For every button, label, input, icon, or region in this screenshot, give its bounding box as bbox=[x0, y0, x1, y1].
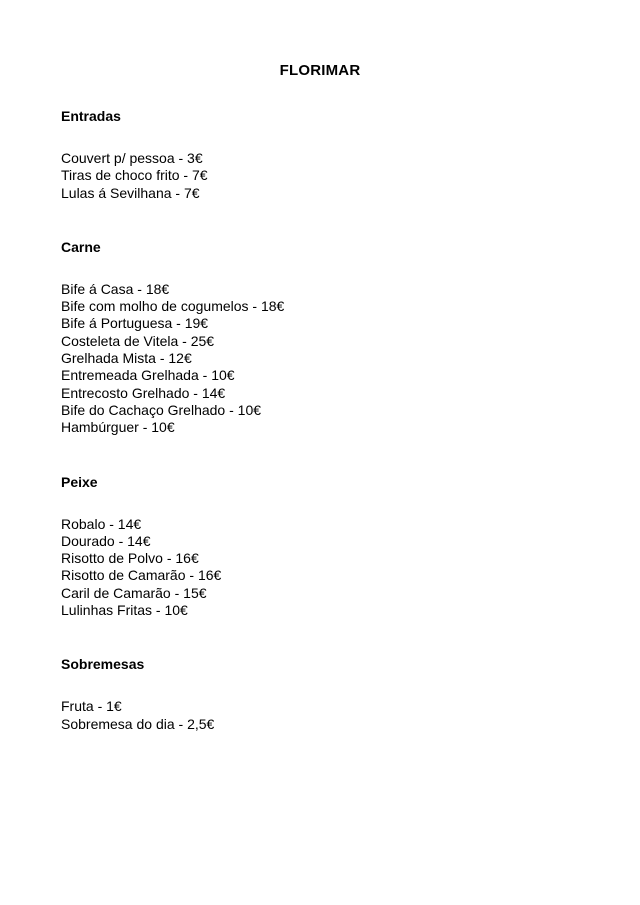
menu-item: Entremeada Grelhada - 10€ bbox=[61, 367, 235, 384]
section-peixe bbox=[61, 473, 581, 620]
page-title: FLORIMAR bbox=[279, 62, 361, 79]
menu-content bbox=[61, 107, 581, 733]
section-entradas bbox=[61, 107, 581, 202]
menu-item: Bife á Casa - 18€ bbox=[61, 280, 170, 297]
menu-item: Costeleta de Vitela - 25€ bbox=[61, 332, 215, 349]
section-heading: Peixe bbox=[61, 473, 98, 490]
menu-item: Lulas á Sevilhana - 7€ bbox=[61, 184, 200, 201]
menu-item: Couvert p/ pessoa - 3€ bbox=[61, 150, 203, 166]
section-carne bbox=[61, 238, 581, 437]
menu-item: Lulinhas Fritas - 10€ bbox=[61, 602, 188, 619]
section-heading: Sobremesas bbox=[61, 656, 145, 673]
menu-item: Tiras de choco frito - 7€ bbox=[61, 167, 208, 184]
section-heading: Carne bbox=[61, 238, 101, 255]
menu-item: Entrecosto Grelhado - 14€ bbox=[61, 384, 226, 401]
menu-item: Bife á Portuguesa - 19€ bbox=[61, 315, 209, 332]
menu-item: Dourado - 14€ bbox=[61, 532, 151, 549]
menu-item: Grelhada Mista - 12€ bbox=[61, 350, 192, 367]
menu-item: Sobremesa do dia - 2,5€ bbox=[61, 715, 215, 732]
section-heading: Entradas bbox=[61, 108, 121, 124]
menu-item: Robalo - 14€ bbox=[61, 515, 142, 532]
menu-item: Fruta - 1€ bbox=[61, 698, 122, 715]
menu-item: Caril de Camarão - 15€ bbox=[61, 584, 207, 601]
section-sobremesas bbox=[61, 655, 581, 733]
menu-item: Risotto de Polvo - 16€ bbox=[61, 550, 199, 567]
menu-item: Hambúrguer - 10€ bbox=[61, 419, 175, 436]
menu-item: Bife com molho de cogumelos - 18€ bbox=[61, 298, 285, 315]
menu-item: Risotto de Camarão - 16€ bbox=[61, 567, 222, 584]
menu-item: Bife do Cachaço Grelhado - 10€ bbox=[61, 401, 262, 418]
